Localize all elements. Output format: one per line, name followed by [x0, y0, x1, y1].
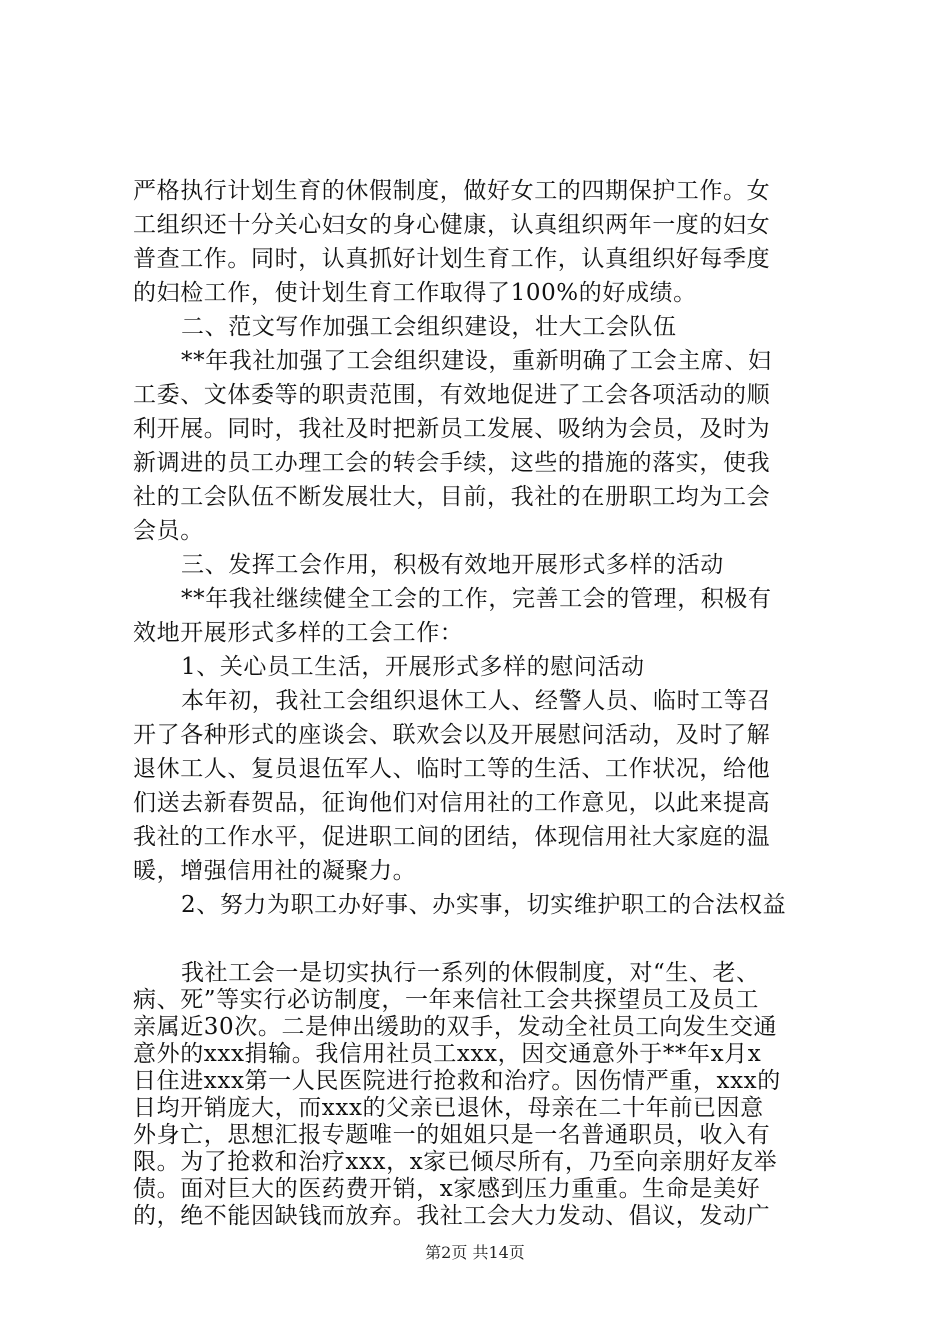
text-line: **年我社继续健全工会的工作，完善工会的管理，积极有 — [181, 586, 772, 612]
text-line: 亲属近30次。二是伸出缓助的双手，发动全社员工向发生交通 — [133, 1014, 778, 1040]
text-line: 外身亡，思想汇报专题唯一的姐姐只是一名普通职员，收入有 — [133, 1122, 771, 1148]
text-line: 暖，增强信用社的凝聚力。 — [133, 858, 417, 884]
text-line: **年我社加强了工会组织建设，重新明确了工会主席、妇 — [181, 348, 772, 374]
text-line: 工组织还十分关心妇女的身心健康，认真组织两年一度的妇女 — [133, 212, 771, 238]
text-line: 的妇检工作，使计划生育工作取得了100%的好成绩。 — [133, 280, 697, 306]
subsection-heading: 1、关心员工生活，开展形式多样的慰问活动 — [181, 654, 645, 680]
section-heading: 二、范文写作加强工会组织建设，壮大工会队伍 — [181, 314, 677, 340]
text-line: 日住进xxx第一人民医院进行抢救和治疗。因伤情严重，xxx的 — [133, 1068, 781, 1094]
text-line: 效地开展形式多样的工会工作： — [133, 620, 464, 646]
text-line: 我社工会一是切实执行一系列的休假制度，对“生、老、 — [181, 960, 760, 986]
text-line: 病、死”等实行必访制度，一年来信社工会共探望员工及员工 — [133, 987, 759, 1013]
section-heading: 三、发挥工会作用，积极有效地开展形式多样的活动 — [181, 552, 724, 578]
text-line: 退休工人、复员退伍军人、临时工等的生活、工作状况，给他 — [133, 756, 771, 782]
text-line: 意外的xxx捐输。我信用社员工xxx，因交通意外于**年x月x — [133, 1041, 762, 1067]
page-number-footer: 第2页 共14页 — [425, 1243, 525, 1262]
text-line: 本年初，我社工会组织退休工人、经警人员、临时工等召 — [181, 688, 771, 714]
text-line: 利开展。同时，我社及时把新员工发展、吸纳为会员，及时为 — [133, 416, 771, 442]
text-line: 严格执行计划生育的休假制度，做好女工的四期保护工作。女 — [133, 178, 771, 204]
text-line: 的，绝不能因缺钱而放弃。我社工会大力发动、倡议，发动广 — [133, 1203, 771, 1229]
text-line: 新调进的员工办理工会的转会手续，这些的措施的落实，使我 — [133, 450, 771, 476]
text-line: 债。面对巨大的医药费开销，x家感到压力重重。生命是美好 — [133, 1176, 761, 1202]
text-line: 日均开销庞大，而xxx的父亲已退休，母亲在二十年前已因意 — [133, 1095, 764, 1121]
text-line: 工委、文体委等的职责范围，有效地促进了工会各项活动的顺 — [133, 382, 771, 408]
text-line: 普查工作。同时，认真抓好计划生育工作，认真组织好每季度 — [133, 246, 771, 272]
text-line: 我社的工作水平，促进职工间的团结，体现信用社大家庭的温 — [133, 824, 771, 850]
text-line: 限。为了抢救和治疗xxx，x家已倾尽所有，乃至向亲朋好友举 — [133, 1149, 778, 1175]
text-line: 开了各种形式的座谈会、联欢会以及开展慰问活动，及时了解 — [133, 722, 771, 748]
text-line: 社的工会队伍不断发展壮大，目前，我社的在册职工均为工会 — [133, 484, 771, 510]
text-line: 会员。 — [133, 518, 204, 544]
text-line: 们送去新春贺品，征询他们对信用社的工作意见，以此来提高 — [133, 790, 771, 816]
subsection-heading: 2、努力为职工办好事、办实事，切实维护职工的合法权益 — [181, 892, 787, 918]
